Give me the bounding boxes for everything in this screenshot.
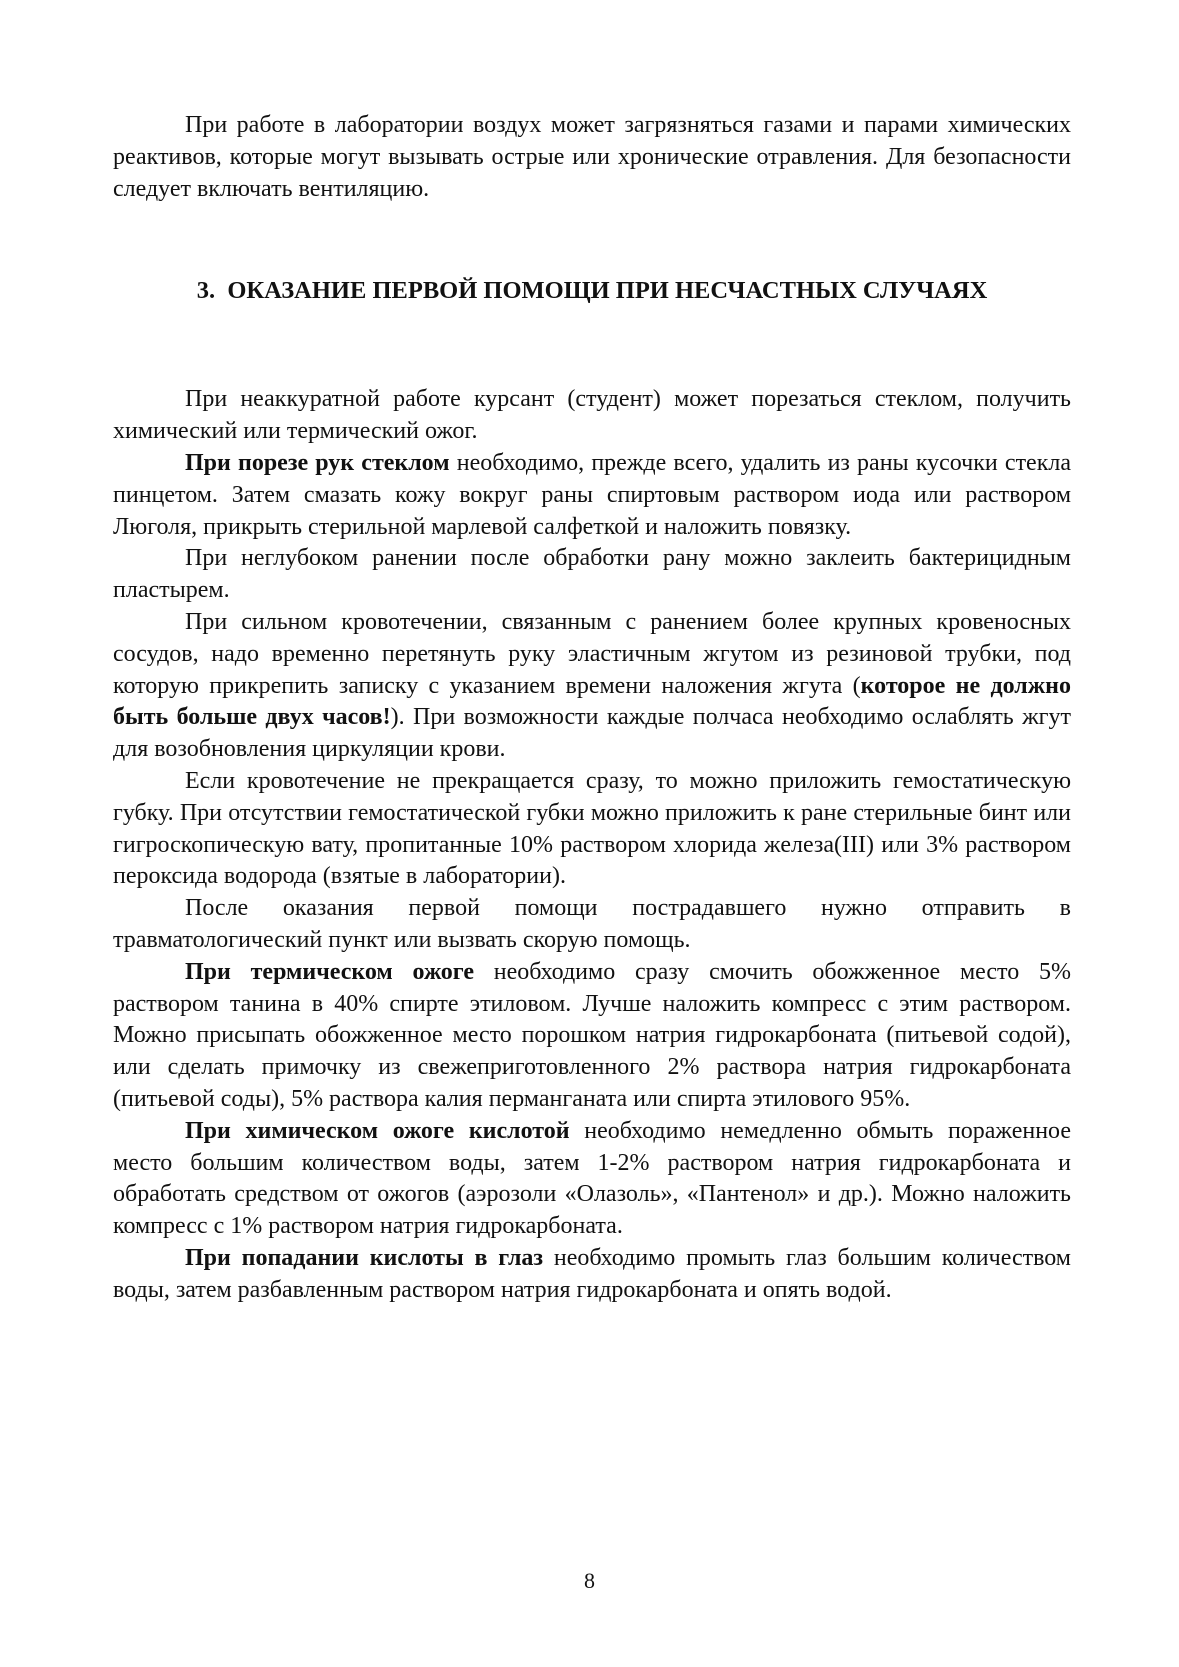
paragraph-acid-eye bbox=[113, 1243, 1071, 1307]
acid-burn-text: необходимо немедленно обмыть пораженное место большим количеством воды, затем 1-2% раствором натрия гидрокарбоната и обработать средством от ожогов (аэрозоли «Олазоль», «Пантенол» и др.). Можно наложить компресс с 1% раствором натрия гидрокарбоната. bbox=[113, 1117, 1071, 1240]
intro-paragraph: При работе в лаборатории воздух может загрязняться газами и парами химических реактивов, которые могут вызывать острые или хронические отравления. Для безопасности следует включать вентиляцию. bbox=[113, 112, 1071, 202]
paragraph-thermal-burn bbox=[113, 957, 1071, 1116]
page-content bbox=[113, 110, 1071, 1307]
thermal-burn-heading: При термическом ожоге bbox=[185, 958, 474, 985]
paragraph-heavy-bleeding bbox=[113, 607, 1071, 766]
section-heading bbox=[113, 275, 1071, 307]
thermal-burn-text: необходимо сразу смочить обожженное место 5% раствором танина в 40% спирте этиловом. Лучше наложить компресс с этим раствором. Можно присыпать обожженное место порошком натрия гидрокарбоната (питьевой содой), или сделать примочку из свежеприготовленного 2% раствора натрия гидрокарбоната (питьевой соды), 5% раствора калия перманганата или спирта этилового 95%. bbox=[113, 958, 1071, 1112]
section-title: ОКАЗАНИЕ ПЕРВОЙ ПОМОЩИ ПРИ НЕСЧАСТНЫХ СЛУЧАЯХ bbox=[227, 277, 988, 305]
section-number: 3. bbox=[196, 277, 216, 305]
heavy-bleeding-text-end: ). При возможности каждые полчаса необходимо ослаблять жгут для возобновления циркуляции крови. bbox=[113, 704, 1071, 763]
glass-cut-text: необходимо, прежде всего, удалить из раны кусочки стекла пинцетом. Затем смазать кожу вокруг раны спиртовым раствором иода или раствором Люголя, прикрыть стерильной марлевой салфеткой и наложить повязку. bbox=[113, 449, 1071, 540]
paragraph-injury-intro: При неаккуратной работе курсант (студент) может порезаться стеклом, получить химический или термический ожог. bbox=[113, 386, 1071, 445]
tourniquet-warning: которое не должно быть больше двух часов! bbox=[113, 672, 1071, 731]
paragraph-shallow-wound: При неглубоком ранении после обработки рану можно заклеить бактерицидным пластырем. bbox=[113, 545, 1071, 604]
glass-cut-heading: При порезе рук стеклом bbox=[185, 449, 450, 476]
acid-eye-text: необходимо промыть глаз большим количеством воды, затем разбавленным раствором натрия гидрокарбоната и опять водой. bbox=[113, 1244, 1071, 1303]
paragraph-glass-cut bbox=[113, 448, 1071, 543]
paragraph-hemostatic-sponge: Если кровотечение не прекращается сразу, то можно приложить гемостатическую губку. При отсутствии гемостатической губки можно приложить к ране стерильные бинт или гигроскопическую вату, пропитанные 10% раствором хлорида железа(III) или 3% раствором пероксида водорода (взятые в лаборатории). bbox=[113, 767, 1071, 890]
page-number: 8 bbox=[584, 1568, 595, 1593]
paragraph-acid-burn bbox=[113, 1116, 1071, 1243]
acid-eye-heading: При попадании кислоты в глаз bbox=[185, 1244, 544, 1271]
paragraph-after-first-aid: После оказания первой помощи пострадавшего нужно отправить в травматологический пункт или вызвать скорую помощь. bbox=[113, 895, 1071, 953]
heavy-bleeding-text-start: При сильном кровотечении, связанным с ранением более крупных кровеносных сосудов, надо временно перетянуть руку эластичным жгутом из резиновой трубки, под которую прикрепить записку с указанием времени наложения жгута ( bbox=[113, 608, 1071, 699]
acid-burn-heading: При химическом ожоге кислотой bbox=[185, 1117, 570, 1144]
